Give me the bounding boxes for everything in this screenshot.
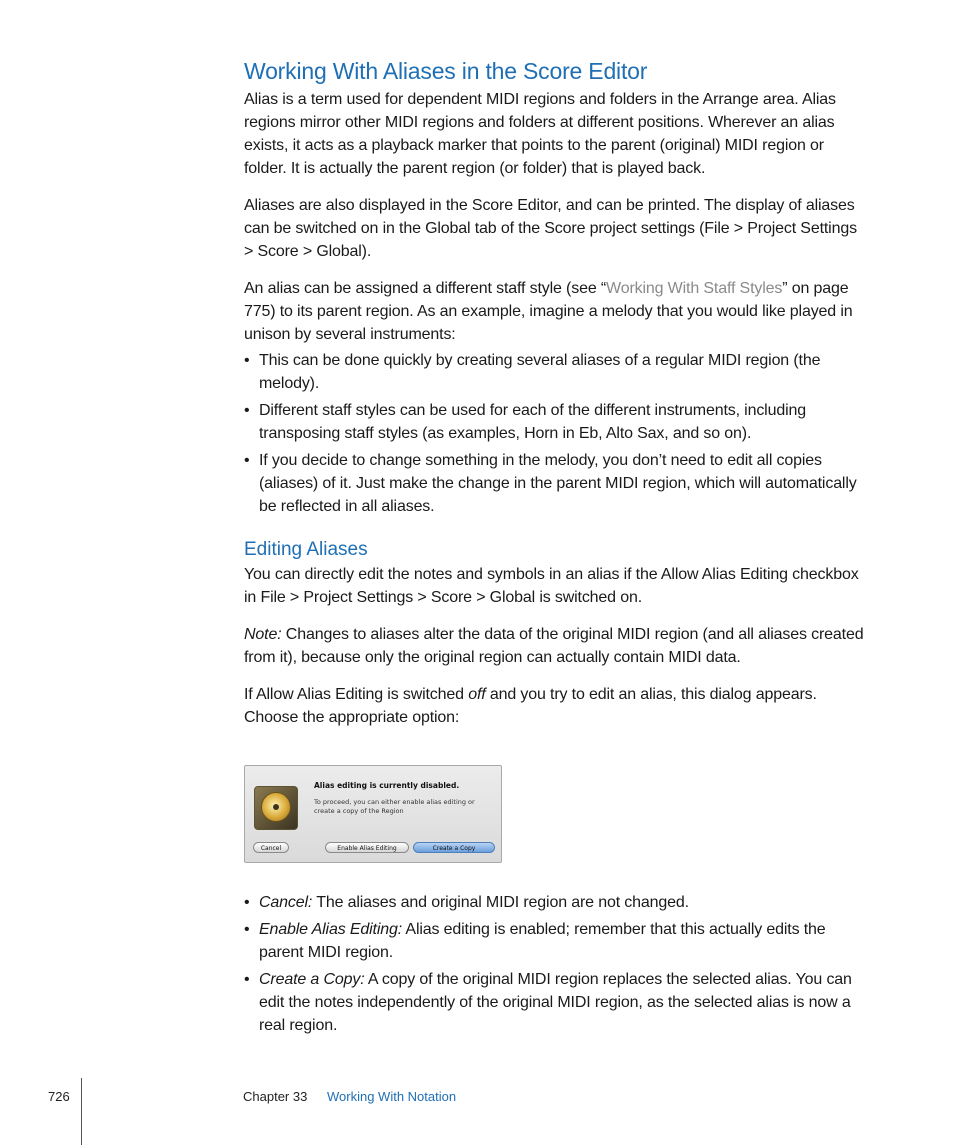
list-item xyxy=(244,891,866,914)
cross-reference-link[interactable]: Working With Staff Styles xyxy=(606,280,783,297)
page-content xyxy=(244,56,866,1041)
paragraph-alias-definition: Alias is a term used for dependent MIDI regions and folders in the Arrange area. Alias regions mirror other MIDI regions and folders at different positions. Wherever an alias exists, it acts as a playback marker that points to the parent (original) MIDI region or folder. It is actually the parent region (or folder) that is played back. xyxy=(244,91,836,177)
text-run: An alias can be assigned a different staff style (see “ xyxy=(244,280,607,297)
list-item: • This can be done quickly by creating several aliases of a regular MIDI region (the melody). xyxy=(244,349,866,395)
option-text: Alias editing is enabled; remember that this actually edits the parent MIDI region. xyxy=(259,921,826,961)
page-number: 726 xyxy=(48,1089,70,1104)
paragraph-alias-display: Aliases are also displayed in the Score Editor, and can be printed. The display of aliases can be switched on in the Global tab of the Score project settings (File > Project Settings > Score > Global). xyxy=(244,197,857,260)
list-item xyxy=(244,918,866,964)
list-item: • If you decide to change something in the melody, you don’t need to edit all copies (aliases) of it. Just make the change in the parent MIDI region, which will automatically be reflected in all aliases. xyxy=(244,449,866,518)
list-item: • Different staff styles can be used for each of the different instruments, including transposing staff styles (as examples, Horn in Eb, Alto Sax, and so on). xyxy=(244,399,866,445)
chapter-title: Working With Notation xyxy=(327,1089,457,1104)
subsection-heading: Editing Aliases xyxy=(244,539,368,560)
list-item xyxy=(244,968,866,1037)
text-run: and you try to edit an alias, this dialog appears. Choose the appropriate option: xyxy=(244,686,817,726)
text-run: ” on page 775) to its parent region. As an example, imagine a melody that you would like played in unison by several instruments: xyxy=(244,280,853,343)
text-run: If Allow Alias Editing is switched xyxy=(244,686,469,703)
paragraph-staff-style xyxy=(244,277,866,346)
note-text: Changes to aliases alter the data of the original MIDI region (and all aliases created from it), because only the original region can actually contain MIDI data. xyxy=(244,626,864,666)
note-label: Note: xyxy=(244,626,282,643)
alias-editing-dialog xyxy=(244,765,502,863)
paragraph-dialog-intro xyxy=(244,683,866,729)
option-term: Enable Alias Editing: xyxy=(259,921,403,938)
emphasis-text: off xyxy=(468,686,486,703)
bullet-list-options xyxy=(244,891,866,1037)
gold-disc-icon xyxy=(261,792,291,822)
paragraph-editing: You can directly edit the notes and symbols in an alias if the Allow Alias Editing checkbox in File > Project Settings > Score > Global is switched on. xyxy=(244,566,859,606)
cancel-button[interactable]: Cancel xyxy=(253,842,289,853)
option-term: Create a Copy: xyxy=(259,971,365,988)
footer-divider xyxy=(81,1078,82,1145)
enable-alias-editing-button[interactable]: Enable Alias Editing xyxy=(325,842,409,853)
option-term: Cancel: xyxy=(259,894,313,911)
chapter-label: Chapter 33 xyxy=(243,1089,308,1104)
option-text: The aliases and original MIDI region are not changed. xyxy=(312,894,689,911)
logic-app-icon xyxy=(254,786,298,830)
bullet-list-uses xyxy=(244,349,866,518)
dialog-message: To proceed, you can either enable alias editing or create a copy of the Region xyxy=(314,798,475,815)
paragraph-note xyxy=(244,623,866,669)
dialog-title: Alias editing is currently disabled. xyxy=(314,781,460,790)
page-footer xyxy=(0,1078,954,1145)
create-a-copy-button[interactable]: Create a Copy xyxy=(413,842,495,853)
section-heading: Working With Aliases in the Score Editor xyxy=(244,58,648,84)
option-text: A copy of the original MIDI region replaces the selected alias. You can edit the notes independently of the original MIDI region, as the selected alias is now a real region. xyxy=(259,971,852,1034)
